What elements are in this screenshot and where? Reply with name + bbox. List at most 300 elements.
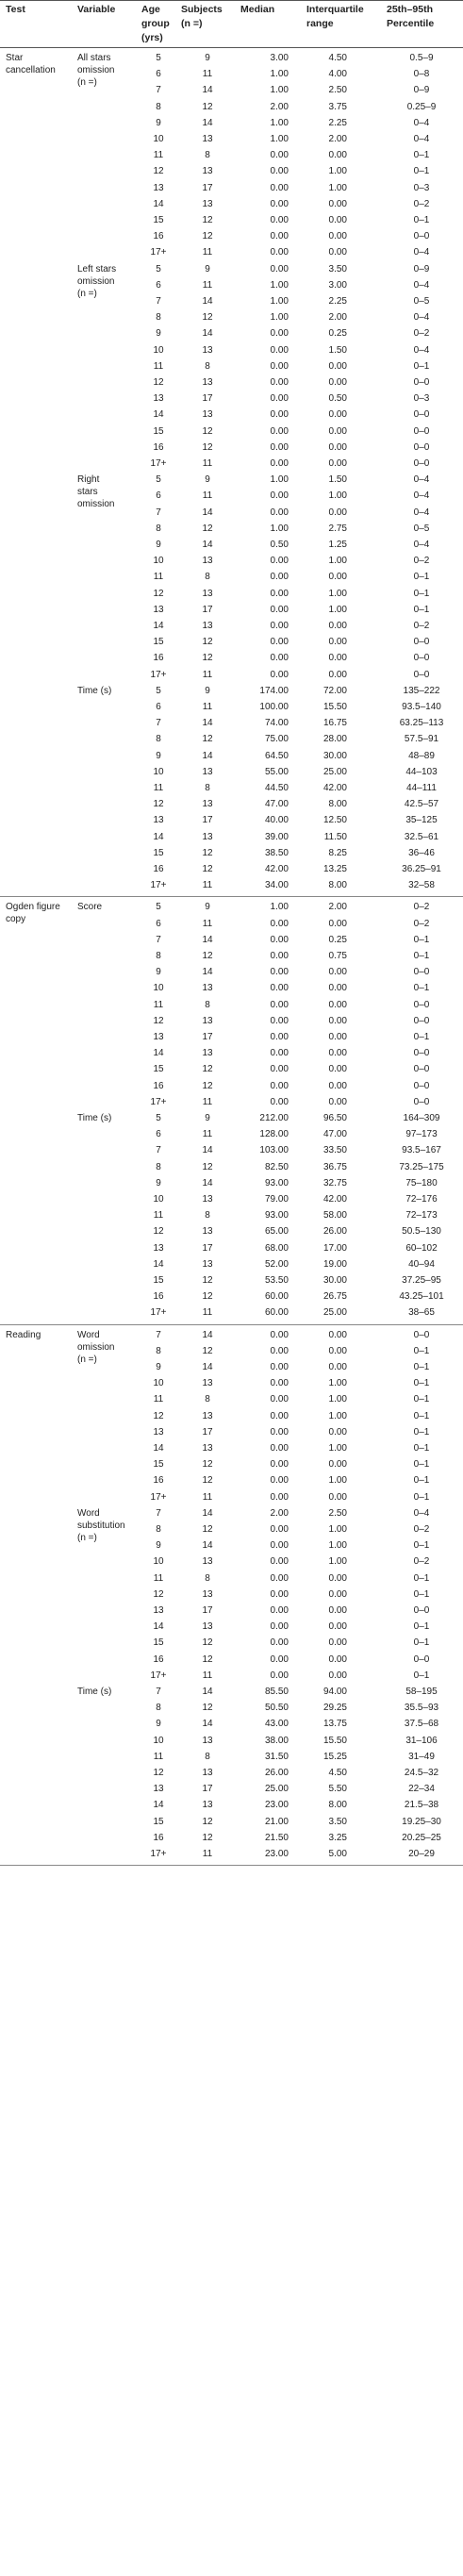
age-cell: 11: [153, 1394, 164, 1405]
percentile-cell: 0–1: [413, 150, 430, 161]
subjects-cell: 12: [202, 441, 213, 453]
iqr-cell: 1.00: [328, 166, 347, 177]
age-cell: 12: [153, 1015, 164, 1026]
age-cell: 10: [153, 1194, 164, 1205]
age-cell: 5: [156, 53, 161, 63]
subjects-cell: 13: [202, 134, 213, 144]
age-cell: 14: [153, 1443, 164, 1454]
subjects-cell: 12: [202, 101, 213, 112]
age-cell: 7: [156, 934, 161, 945]
percentile-cell: 20.25–25: [402, 1832, 441, 1843]
variable-name-line: (n =): [77, 1532, 97, 1543]
age-cell: 13: [153, 1784, 164, 1795]
subjects-cell: 13: [202, 377, 213, 388]
subjects-cell: 14: [202, 540, 213, 550]
subjects-cell: 12: [202, 653, 213, 664]
header-iqr-line: Interquartile: [306, 4, 364, 15]
subjects-cell: 13: [202, 1015, 213, 1026]
percentile-cell: 0–0: [413, 377, 430, 388]
iqr-cell: 4.50: [328, 53, 347, 63]
iqr-cell: 1.00: [328, 588, 347, 599]
iqr-cell: 0.00: [328, 1064, 347, 1075]
percentile-cell: 135–222: [403, 685, 440, 696]
percentile-cell: 0–2: [413, 918, 430, 929]
percentile-cell: 0–1: [413, 934, 430, 945]
subjects-cell: 13: [202, 556, 213, 567]
variable-name-line: omission: [77, 65, 115, 75]
iqr-cell: 0.00: [328, 1362, 347, 1372]
header-test-line: Test: [6, 4, 25, 15]
age-cell: 7: [156, 1507, 161, 1519]
iqr-cell: 3.75: [328, 101, 347, 112]
iqr-cell: 0.00: [328, 425, 347, 437]
subjects-cell: 17: [202, 1032, 213, 1042]
percentile-cell: 0–1: [413, 1443, 430, 1454]
age-cell: 11: [153, 360, 164, 372]
percentile-cell: 0–2: [413, 556, 430, 567]
age-cell: 14: [153, 1621, 164, 1633]
percentile-cell: 0–2: [413, 1556, 430, 1568]
percentile-cell: 24.5–32: [404, 1768, 439, 1778]
percentile-cell: 0–0: [413, 441, 430, 453]
iqr-cell: 2.00: [328, 312, 347, 324]
age-cell: 11: [153, 150, 164, 161]
percentile-cell: 0–4: [413, 507, 430, 518]
median-cell: 0.00: [270, 951, 289, 961]
subjects-cell: 9: [205, 1113, 210, 1123]
median-cell: 0.00: [270, 166, 289, 177]
median-cell: 0.00: [270, 1410, 289, 1421]
age-cell: 11: [153, 1572, 164, 1584]
median-cell: 40.00: [264, 815, 289, 826]
median-cell: 1.00: [270, 117, 289, 128]
iqr-cell: 0.00: [328, 1670, 347, 1681]
age-cell: 10: [153, 1378, 164, 1389]
age-cell: 8: [156, 734, 161, 745]
median-cell: 0.00: [270, 182, 289, 193]
percentile-cell: 97–173: [405, 1129, 438, 1140]
percentile-cell: 0–1: [413, 1345, 430, 1356]
percentile-cell: 0–4: [413, 344, 430, 356]
median-cell: 26.00: [264, 1768, 289, 1778]
age-cell: 9: [156, 328, 161, 340]
percentile-cell: 0–1: [413, 1588, 430, 1600]
percentile-cell: 0–0: [413, 1329, 430, 1340]
median-cell: 23.00: [264, 1800, 289, 1811]
age-cell: 8: [156, 523, 161, 534]
median-cell: 0.00: [270, 1670, 289, 1681]
variable-name-line: omission: [77, 499, 115, 510]
age-cell: 5: [156, 1113, 161, 1123]
subjects-cell: 14: [202, 718, 213, 729]
iqr-cell: 15.50: [322, 1735, 347, 1746]
age-cell: 15: [153, 425, 164, 437]
header-median: [240, 3, 274, 17]
age-cell: 6: [156, 69, 161, 80]
iqr-cell: 0.00: [328, 1015, 347, 1026]
percentile-cell: 0–0: [413, 653, 430, 664]
iqr-cell: 2.75: [328, 523, 347, 534]
subjects-cell: 17: [202, 182, 213, 193]
median-cell: 0.00: [270, 1064, 289, 1075]
subjects-cell: 11: [202, 247, 213, 258]
iqr-cell: 1.00: [328, 1475, 347, 1487]
subjects-cell: 8: [205, 1751, 210, 1762]
section-rule: [0, 896, 463, 897]
median-cell: 0.00: [270, 999, 289, 1010]
subjects-cell: 8: [205, 360, 210, 372]
subjects-cell: 14: [202, 328, 213, 340]
age-cell: 10: [153, 556, 164, 567]
median-cell: 53.50: [264, 1275, 289, 1286]
subjects-cell: 14: [202, 1329, 213, 1340]
age-cell: 8: [156, 951, 161, 961]
subjects-cell: 9: [205, 474, 210, 486]
percentile-cell: 0–4: [413, 1507, 430, 1519]
percentile-cell: 0–1: [413, 1394, 430, 1405]
iqr-cell: 0.00: [328, 231, 347, 242]
median-cell: 34.00: [264, 880, 289, 891]
median-cell: 21.00: [264, 1816, 289, 1827]
iqr-cell: 26.75: [322, 1291, 347, 1303]
percentile-cell: 0–1: [413, 1362, 430, 1372]
subjects-cell: 13: [202, 1410, 213, 1421]
percentile-cell: 22–34: [408, 1784, 435, 1795]
header-subjects-line: Subjects: [181, 4, 223, 15]
percentile-cell: 0–9: [413, 263, 430, 274]
median-cell: 0.00: [270, 409, 289, 421]
subjects-cell: 11: [202, 458, 213, 469]
median-cell: 103.00: [259, 1145, 289, 1156]
age-cell: 13: [153, 1426, 164, 1438]
subjects-cell: 12: [202, 1064, 213, 1075]
median-cell: 2.00: [270, 101, 289, 112]
percentile-cell: 0–0: [413, 669, 430, 680]
iqr-cell: 0.00: [328, 198, 347, 209]
iqr-cell: 0.00: [328, 150, 347, 161]
percentile-cell: 32.5–61: [404, 831, 439, 842]
iqr-cell: 1.00: [328, 604, 347, 615]
subjects-cell: 17: [202, 1426, 213, 1438]
median-cell: 93.00: [264, 1210, 289, 1222]
age-cell: 10: [153, 1556, 164, 1568]
percentile-cell: 0–1: [413, 1459, 430, 1471]
subjects-cell: 13: [202, 799, 213, 810]
subjects-cell: 12: [202, 1524, 213, 1535]
subjects-cell: 11: [202, 1129, 213, 1140]
percentile-cell: 36–46: [408, 847, 435, 858]
subjects-cell: 9: [205, 902, 210, 913]
iqr-cell: 29.25: [322, 1703, 347, 1714]
variable-name-line: substitution: [77, 1520, 125, 1531]
percentile-cell: 0–0: [413, 1654, 430, 1665]
percentile-cell: 50.5–130: [402, 1226, 441, 1238]
subjects-cell: 8: [205, 783, 210, 793]
median-cell: 0.00: [270, 1426, 289, 1438]
header-percentile: [387, 3, 434, 31]
subjects-cell: 12: [202, 1291, 213, 1303]
age-cell: 6: [156, 490, 161, 502]
variable-name-line: Right: [77, 474, 100, 486]
median-cell: 0.00: [270, 1540, 289, 1552]
percentile-cell: 0–1: [413, 1670, 430, 1681]
median-cell: 0.00: [270, 1572, 289, 1584]
age-cell: 13: [153, 604, 164, 615]
header-bottom-rule: [0, 47, 463, 48]
subjects-cell: 13: [202, 1226, 213, 1238]
age-cell: 15: [153, 1275, 164, 1286]
age-cell: 8: [156, 1703, 161, 1714]
test-name-line: Star: [6, 53, 24, 63]
subjects-cell: 12: [202, 1345, 213, 1356]
median-cell: 0.00: [270, 1459, 289, 1471]
age-cell: 9: [156, 117, 161, 128]
subjects-cell: 12: [202, 847, 213, 858]
iqr-cell: 2.50: [328, 85, 347, 96]
median-cell: 0.00: [270, 1654, 289, 1665]
subjects-cell: 13: [202, 588, 213, 599]
subjects-cell: 14: [202, 934, 213, 945]
iqr-cell: 25.00: [322, 766, 347, 777]
age-cell: 7: [156, 1687, 161, 1697]
percentile-cell: 57.5–91: [404, 734, 439, 745]
median-cell: 79.00: [264, 1194, 289, 1205]
subjects-cell: 14: [202, 1719, 213, 1730]
age-cell: 5: [156, 902, 161, 913]
iqr-cell: 0.00: [328, 1048, 347, 1059]
iqr-cell: 0.00: [328, 215, 347, 225]
percentile-cell: 0–9: [413, 85, 430, 96]
age-cell: 8: [156, 312, 161, 324]
median-cell: 0.00: [270, 918, 289, 929]
percentile-cell: 0–1: [413, 1032, 430, 1042]
variable-name-line: (n =): [77, 288, 97, 299]
age-cell: 16: [153, 231, 164, 242]
iqr-cell: 3.50: [328, 1816, 347, 1827]
iqr-cell: 0.00: [328, 1032, 347, 1042]
variable-name-line: All stars: [77, 53, 111, 63]
subjects-cell: 9: [205, 685, 210, 696]
median-cell: 39.00: [264, 831, 289, 842]
subjects-cell: 11: [202, 1849, 213, 1859]
age-cell: 11: [153, 999, 164, 1010]
subjects-cell: 11: [202, 702, 213, 712]
percentile-cell: 0–4: [413, 279, 430, 291]
header-interquartile-range: [306, 3, 364, 31]
percentile-cell: 0–2: [413, 621, 430, 631]
subjects-cell: 12: [202, 1703, 213, 1714]
iqr-cell: 8.00: [328, 1800, 347, 1811]
subjects-cell: 12: [202, 1459, 213, 1471]
median-cell: 0.00: [270, 983, 289, 994]
percentile-cell: 0–4: [413, 312, 430, 324]
header-pct-line: 25th–95th: [387, 4, 434, 15]
iqr-cell: 0.00: [328, 967, 347, 978]
percentile-cell: 44–111: [406, 783, 437, 793]
percentile-cell: 0–5: [413, 523, 430, 534]
median-cell: 0.00: [270, 150, 289, 161]
subjects-cell: 8: [205, 572, 210, 583]
percentile-cell: 0–0: [413, 409, 430, 421]
median-cell: 0.00: [270, 458, 289, 469]
age-cell: 13: [153, 1605, 164, 1616]
percentile-cell: 0–2: [413, 902, 430, 913]
iqr-cell: 25.00: [322, 1307, 347, 1319]
age-cell: 13: [153, 182, 164, 193]
variable-name: [77, 263, 116, 300]
iqr-cell: 2.25: [328, 296, 347, 307]
age-cell: 17+: [150, 1096, 167, 1107]
percentile-cell: 0–0: [413, 967, 430, 978]
age-cell: 9: [156, 1719, 161, 1730]
iqr-cell: 4.00: [328, 69, 347, 80]
variable-name-line: Score: [77, 902, 103, 913]
age-cell: 15: [153, 637, 164, 648]
percentile-cell: 0–1: [413, 1637, 430, 1649]
header-age-group: [141, 3, 170, 45]
percentile-cell: 63.25–113: [399, 718, 444, 729]
iqr-cell: 72.00: [322, 685, 347, 696]
median-cell: 38.50: [264, 847, 289, 858]
percentile-cell: 0–1: [413, 215, 430, 225]
subjects-cell: 8: [205, 150, 210, 161]
median-cell: 0.00: [270, 572, 289, 583]
subjects-cell: 17: [202, 1605, 213, 1616]
subjects-cell: 13: [202, 344, 213, 356]
age-cell: 13: [153, 393, 164, 405]
iqr-cell: 0.00: [328, 458, 347, 469]
median-cell: 0.00: [270, 1032, 289, 1042]
median-cell: 82.50: [264, 1161, 289, 1172]
iqr-cell: 12.50: [322, 815, 347, 826]
median-cell: 0.00: [270, 263, 289, 274]
iqr-cell: 1.00: [328, 1524, 347, 1535]
median-cell: 174.00: [259, 685, 289, 696]
iqr-cell: 0.00: [328, 441, 347, 453]
subjects-cell: 13: [202, 1768, 213, 1778]
subjects-cell: 14: [202, 296, 213, 307]
percentile-cell: 0–0: [413, 425, 430, 437]
median-cell: 1.00: [270, 523, 289, 534]
variable-name: [77, 52, 114, 89]
median-cell: 0.00: [270, 669, 289, 680]
subjects-cell: 13: [202, 621, 213, 631]
age-cell: 17+: [150, 1307, 167, 1319]
iqr-cell: 8.25: [328, 847, 347, 858]
subjects-cell: 13: [202, 1621, 213, 1633]
median-cell: 31.50: [264, 1751, 289, 1762]
variable-name: [77, 1507, 125, 1544]
subjects-cell: 13: [202, 1048, 213, 1059]
subjects-cell: 11: [202, 1096, 213, 1107]
age-cell: 12: [153, 588, 164, 599]
age-cell: 16: [153, 653, 164, 664]
percentile-cell: 0–4: [413, 247, 430, 258]
age-cell: 16: [153, 1475, 164, 1487]
subjects-cell: 11: [202, 279, 213, 291]
percentile-cell: 0–1: [413, 1621, 430, 1633]
age-cell: 8: [156, 1161, 161, 1172]
subjects-cell: 13: [202, 1800, 213, 1811]
age-cell: 10: [153, 344, 164, 356]
subjects-cell: 17: [202, 393, 213, 405]
subjects-cell: 11: [202, 669, 213, 680]
median-cell: 0.00: [270, 653, 289, 664]
median-cell: 0.00: [270, 1588, 289, 1600]
iqr-cell: 94.00: [322, 1687, 347, 1697]
age-cell: 6: [156, 918, 161, 929]
median-cell: 44.50: [264, 783, 289, 793]
subjects-cell: 13: [202, 1378, 213, 1389]
median-cell: 1.00: [270, 312, 289, 324]
age-cell: 13: [153, 815, 164, 826]
median-cell: 0.00: [270, 328, 289, 340]
age-cell: 16: [153, 1080, 164, 1091]
variable-name-line: Word: [77, 1329, 100, 1340]
median-cell: 55.00: [264, 766, 289, 777]
percentile-cell: 0–1: [413, 572, 430, 583]
age-cell: 8: [156, 1524, 161, 1535]
percentile-cell: 0–2: [413, 1524, 430, 1535]
subjects-cell: 8: [205, 1572, 210, 1584]
subjects-cell: 11: [202, 918, 213, 929]
median-cell: 0.00: [270, 1362, 289, 1372]
table-top-rule: [0, 0, 463, 1]
iqr-cell: 2.25: [328, 117, 347, 128]
iqr-cell: 0.00: [328, 507, 347, 518]
iqr-cell: 1.00: [328, 490, 347, 502]
iqr-cell: 0.00: [328, 1491, 347, 1503]
age-cell: 15: [153, 1637, 164, 1649]
age-cell: 12: [153, 377, 164, 388]
subjects-cell: 17: [202, 1784, 213, 1795]
age-cell: 7: [156, 85, 161, 96]
percentile-cell: 60–102: [405, 1242, 438, 1254]
subjects-cell: 13: [202, 766, 213, 777]
median-cell: 0.00: [270, 1015, 289, 1026]
variable-name-line: omission: [77, 1341, 115, 1353]
percentile-cell: 0–0: [413, 1605, 430, 1616]
age-cell: 11: [153, 783, 164, 793]
header-test: [6, 3, 25, 17]
subjects-cell: 12: [202, 1654, 213, 1665]
percentile-cell: 0–0: [413, 1064, 430, 1075]
subjects-cell: 14: [202, 85, 213, 96]
age-cell: 17+: [150, 880, 167, 891]
age-cell: 14: [153, 1048, 164, 1059]
median-cell: 1.00: [270, 69, 289, 80]
subjects-cell: 17: [202, 1242, 213, 1254]
percentile-cell: 0.25–9: [406, 101, 437, 112]
iqr-cell: 0.00: [328, 1637, 347, 1649]
age-cell: 9: [156, 750, 161, 761]
percentile-cell: 75–180: [405, 1177, 438, 1188]
iqr-cell: 3.25: [328, 1832, 347, 1843]
median-cell: 0.00: [270, 507, 289, 518]
age-cell: 10: [153, 766, 164, 777]
iqr-cell: 0.00: [328, 1588, 347, 1600]
age-cell: 12: [153, 1588, 164, 1600]
age-cell: 13: [153, 1032, 164, 1042]
iqr-cell: 1.00: [328, 1540, 347, 1552]
age-cell: 9: [156, 1540, 161, 1552]
percentile-cell: 0–1: [413, 1410, 430, 1421]
subjects-cell: 13: [202, 1194, 213, 1205]
iqr-cell: 0.00: [328, 360, 347, 372]
iqr-cell: 1.00: [328, 1410, 347, 1421]
percentile-cell: 0–0: [413, 1080, 430, 1091]
iqr-cell: 30.00: [322, 750, 347, 761]
